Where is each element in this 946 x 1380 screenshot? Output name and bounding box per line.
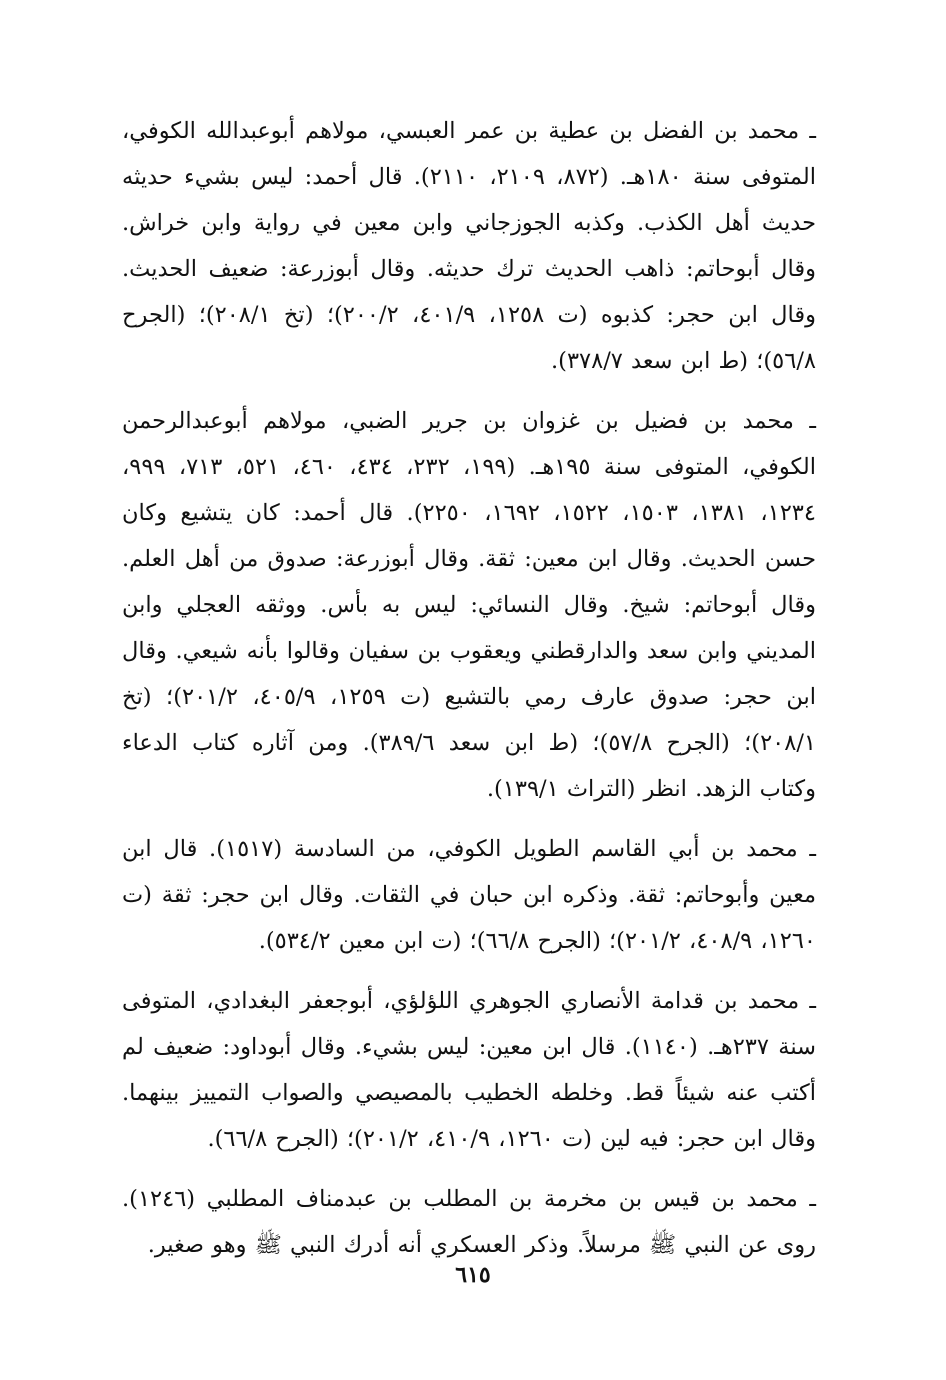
entry-muhammad-ibn-al-fadl: ـ محمد بن الفضل بن عطية بن عمر العبسي، مولاهم أبوعبدالله الكوفي، المتوفى سنة ١٨٠هـ. (٨٧٢، ٢١٠٩، ٢١١٠). قال أحمد: ليس بشيء حديثه حديث أهل الكذب. وكذبه الجوزجاني وابن معين في رواية وابن خراش. وقال أبوحاتم: ذاهب الحديث ترك حديثه. وقال أبوزرعة: ضعيف الحديث. وقال ابن حجر: كذبوه (ت ١٢٥٨، ٤٠١/٩، ٢٠٠/٢)؛ (تخ ٢٠٨/١)؛ (الجرح ٥٦/٨)؛ (ط ابن سعد ٣٧٨/٧).	[122, 118, 817, 374]
page-number: ٦١٥	[455, 1262, 491, 1288]
entry-muhammad-ibn-qays: ـ محمد بن قيس بن مخرمة بن المطلب بن عبدمناف المطلبي (١٢٤٦). روى عن النبي ﷺ مرسلاً. وذكر العسكري أنه أدرك النبي ﷺ وهو صغير.	[122, 1186, 816, 1258]
entry-muhammad-ibn-abi-al-qasim: ـ محمد بن أبي القاسم الطويل الكوفي، من السادسة (١٥١٧). قال ابن معين وأبوحاتم: ثقة. وذكره ابن حبان في الثقات. وقال ابن حجر: ثقة (ت ١٢٦٠، ٤٠٨/٩، ٢٠١/٢)؛ (الجرح ٦٦/٨)؛ (ت ابن معين ٥٣٤/٢).	[122, 836, 816, 954]
entry-muhammad-ibn-fudayl: ـ محمد بن فضيل بن غزوان بن جرير الضبي، مولاهم أبوعبدالرحمن الكوفي، المتوفى سنة ١٩٥هـ. (١٩٩، ٢٣٢، ٤٣٤، ٤٦٠، ٥٢١، ٧١٣، ٩٩٩، ١٢٣٤، ١٣٨١، ١٥٠٣، ١٥٢٢، ١٦٩٢، ٢٢٥٠). قال أحمد: كان يتشيع وكان حسن الحديث. وقال ابن معين: ثقة. وقال أبوزرعة: صدوق من أهل العلم. وقال أبوحاتم: شيخ. وقال النسائي: ليس به بأس. ووثقه العجلي وابن المديني وابن سعد والدارقطني ويعقوب بن سفيان وقالوا بأنه شيعي. وقال ابن حجر: صدوق عارف رمي بالتشيع (ت ١٢٥٩، ٤٠٥/٩، ٢٠١/٢)؛ (تخ ٢٠٨/١)؛ (الجرح ٥٧/٨)؛ (ط ابن سعد ٣٨٩/٦). ومن آثاره كتاب الدعاء وكتاب الزهد. انظر (التراث ١٣٩/١).	[122, 408, 817, 802]
entry-muhammad-ibn-qudama: ـ محمد بن قدامة الأنصاري الجوهري اللؤلؤي، أبوجعفر البغدادي، المتوفى سنة ٢٣٧هـ. (١١٤٠). قال ابن معين: ليس بشيء. وقال أبوداود: ضعيف لم أكتب عنه شيئاً قط. وخلطه الخطيب بالمصيصي والصواب التمييز بينهما. وقال ابن حجر: فيه لين (ت ١٢٦٠، ٤١٠/٩، ٢٠١/٢)؛ (الجرح ٦٦/٨).	[122, 988, 816, 1152]
page-body	[122, 108, 816, 1282]
